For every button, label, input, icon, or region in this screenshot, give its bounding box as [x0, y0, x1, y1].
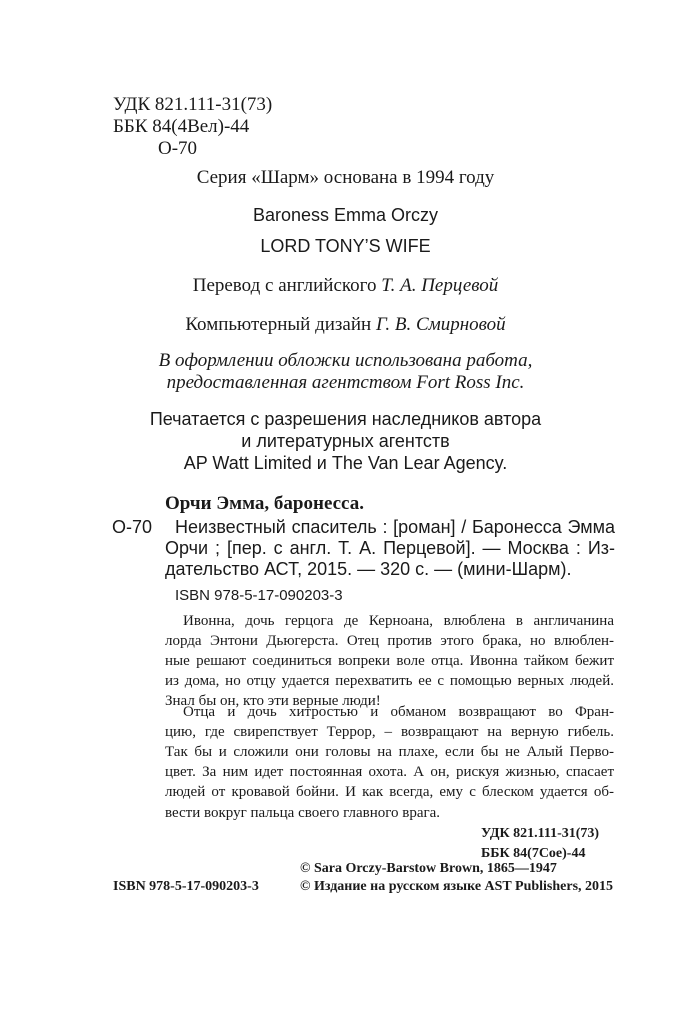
catalog-line-1: Неизвестный спаситель : [роман] / Баронесса Эмма	[175, 517, 615, 537]
annotation-line: из дома, но отцу удается перехватить ее с помощью верных людей.	[165, 673, 614, 689]
annotation-line: цию, где свирепствует Террор, – возвращают на верную гибель.	[165, 724, 614, 740]
translation-label: Перевод с английского	[192, 275, 382, 296]
series-note: Серия «Шарм» основана в 1994 году	[196, 167, 495, 188]
permission-line-3: AP Watt Limited и The Van Lear Agency.	[183, 453, 508, 473]
designer-name: Г. В. Смирновой	[375, 314, 506, 335]
copyright-edition: © Издание на русском языке AST Publishers, 2015	[300, 879, 614, 894]
translation-credit	[0, 276, 691, 295]
original-title: LORD TONY’S WIFE	[260, 236, 431, 256]
annotation-line: Так бы и сложили они головы на плахе, если бы не Алый Перво-	[165, 744, 614, 760]
bbk-code-bottom: ББК 84(7Сое)-44	[481, 846, 586, 861]
annotation-line: лорда Энтони Дьюгерста. Отец против этого брака, но влюблен-	[165, 633, 614, 649]
annotation-line: людей от кровавой бойни. И как всегда, ему с блеском удается об-	[165, 784, 614, 800]
author-name-english: Baroness Emma Orczy	[252, 205, 439, 225]
design-label: Компьютерный дизайн	[185, 314, 376, 335]
annotation-line: Знал бы он, кто эти верные люди!	[165, 693, 381, 709]
translator-name: Т. А. Перцевой	[381, 275, 499, 296]
isbn-bottom: ISBN 978-5-17-090203-3	[113, 879, 259, 894]
permission-line-1: Печатается с разрешения наследников автора	[149, 409, 542, 429]
author-sign-code: О-70	[158, 138, 198, 159]
catalog-code: О-70	[112, 517, 153, 537]
permission-line-2: и литературных агентств	[241, 431, 450, 451]
annotation-line: Отца и дочь хитростью и обманом возвращают во Фран-	[183, 704, 614, 720]
cover-note-line-2: предоставленная агентством Fort Ross Inc.	[166, 372, 525, 393]
cover-note-line-1: В оформлении обложки использована работа,	[158, 350, 533, 371]
catalog-line-3: дательство АСТ, 2015. — 320 с. — (мини-Шарм).	[165, 559, 572, 579]
bbk-code: ББК 84(4Вел)-44	[113, 116, 250, 137]
catalog-heading: Орчи Эмма, баронесса.	[165, 493, 364, 514]
catalog-isbn: ISBN 978-5-17-090203-3	[175, 587, 343, 604]
annotation-line: вести вокруг пальца своего главного врага.	[165, 805, 441, 821]
udk-code-bottom: УДК 821.111-31(73)	[481, 826, 600, 841]
annotation-line: цвет. За ним идет постоянная охота. А он, рискуя жизнью, спасает	[165, 764, 614, 780]
design-credit	[0, 315, 691, 334]
annotation-line: ные решают соединиться вопреки воле отца. Ивонна тайком бежит	[165, 653, 614, 669]
udk-code: УДК 821.111-31(73)	[113, 94, 273, 115]
annotation-line: Ивонна, дочь герцога де Керноана, влюблена в англичанина	[183, 613, 614, 629]
copyright-author: © Sara Orczy-Barstow Brown, 1865—1947	[300, 861, 557, 876]
catalog-line-2: Орчи ; [пер. с англ. Т. А. Перцевой]. — Москва : Из-	[165, 538, 615, 558]
